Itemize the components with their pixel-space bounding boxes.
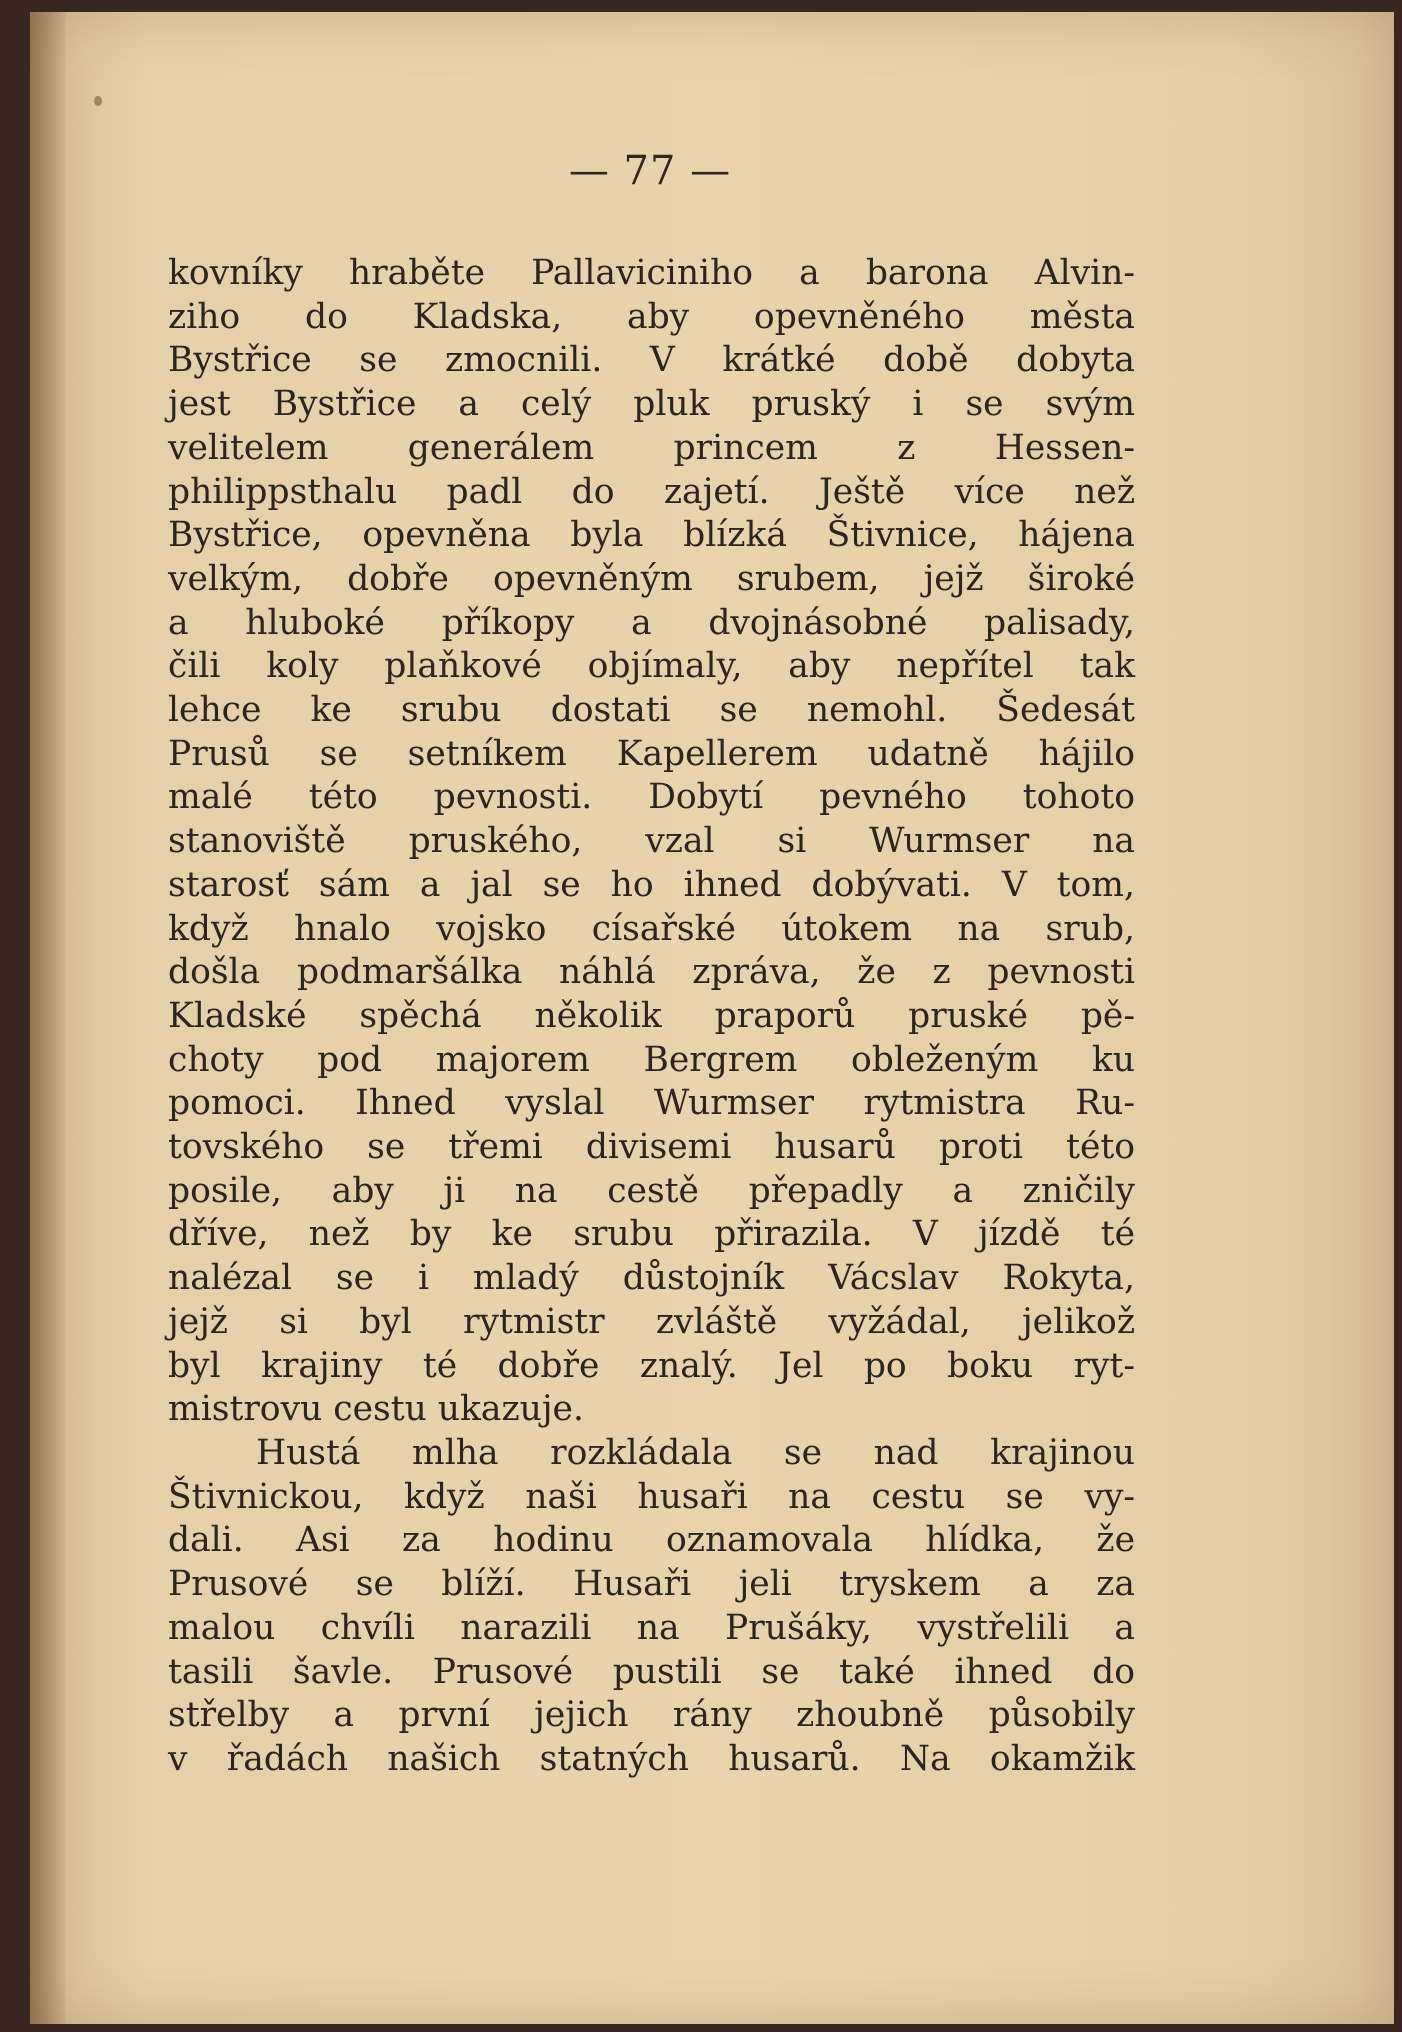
text-line: Bystřice, opevněna byla blízká Štivnice, hájena: [168, 515, 1135, 556]
text-line: lehce ke srubu dostati se nemohl. Šedesát: [168, 690, 1135, 731]
text-line: jest Bystřice a celý pluk pruský i se svým: [168, 384, 1135, 425]
text-line: v řadách našich statných husarů. Na okamžik: [168, 1738, 1135, 1779]
text-line: když hnalo vojsko císařské útokem na srub,: [168, 908, 1135, 949]
text-line: velkým, dobře opevněným srubem, jejž široké: [168, 558, 1135, 599]
page-number: — 77 —: [568, 148, 732, 194]
text-line: malé této pevnosti. Dobytí pevného tohoto: [168, 777, 1135, 818]
text-line: velitelem generálem princem z Hessen-: [168, 427, 1135, 468]
text-line: Prusové se blíží. Husaři jeli tryskem a za: [168, 1564, 1135, 1605]
text-line: Štivnickou, když naši husaři na cestu se vy-: [168, 1476, 1135, 1517]
text-line: stanoviště pruského, vzal si Wurmser na: [168, 821, 1135, 862]
text-line: střelby a první jejich rány zhoubně působily: [168, 1695, 1135, 1736]
paragraph-start-line: Hustá mlha rozkládala se nad krajinou: [256, 1432, 1135, 1473]
text-line: dříve, než by ke srubu přirazila. V jízdě té: [168, 1214, 1135, 1255]
text-line: dali. Asi za hodinu oznamovala hlídka, že: [168, 1520, 1135, 1561]
text-line: choty pod majorem Bergrem obleženým ku: [168, 1039, 1135, 1080]
text-line: malou chvíli narazili na Prušáky, vystřelili a: [168, 1607, 1135, 1648]
text-line: kovníky hraběte Pallaviciniho a barona Alvin-: [168, 253, 1135, 293]
text-line: Kladské spěchá několik praporů pruské pě-: [168, 995, 1135, 1036]
text-line: byl krajiny té dobře znalý. Jel po boku ryt-: [168, 1345, 1135, 1386]
text-line: philippsthalu padl do zajetí. Ještě více než: [168, 471, 1135, 512]
paragraph-end-line: mistrovu cestu ukazuje.: [168, 1389, 584, 1430]
text-line: jejž si byl rytmistr zvláště vyžádal, jelikož: [168, 1301, 1135, 1342]
text-line: starosť sám a jal se ho ihned dobývati. V tom,: [168, 864, 1135, 905]
text-line: Prusů se setníkem Kapellerem udatně hájilo: [168, 733, 1135, 774]
text-line: čili koly plaňkové objímaly, aby nepřítel tak: [168, 646, 1135, 687]
text-line: a hluboké příkopy a dvojnásobné palisady,: [168, 602, 1135, 643]
text-line: došla podmaršálka náhlá zpráva, že z pevnosti: [168, 952, 1135, 993]
paper-blemish: [94, 96, 102, 106]
text-line: pomoci. Ihned vyslal Wurmser rytmistra Ru-: [168, 1083, 1135, 1124]
text-line: Bystřice se zmocnili. V krátké době dobyta: [168, 340, 1135, 381]
text-line: ziho do Kladska, aby opevněného města: [168, 296, 1135, 337]
text-line: posile, aby ji na cestě přepadly a zničily: [168, 1170, 1135, 1211]
text-line: tovského se třemi divisemi husarů proti této: [168, 1127, 1135, 1168]
text-line: nalézal se i mladý důstojník Vácslav Rokyta,: [168, 1258, 1135, 1299]
body-text: [168, 252, 1135, 1782]
text-line: tasili šavle. Prusové pustili se také ihned do: [168, 1651, 1135, 1692]
page-gutter-shadow: [30, 12, 66, 2024]
